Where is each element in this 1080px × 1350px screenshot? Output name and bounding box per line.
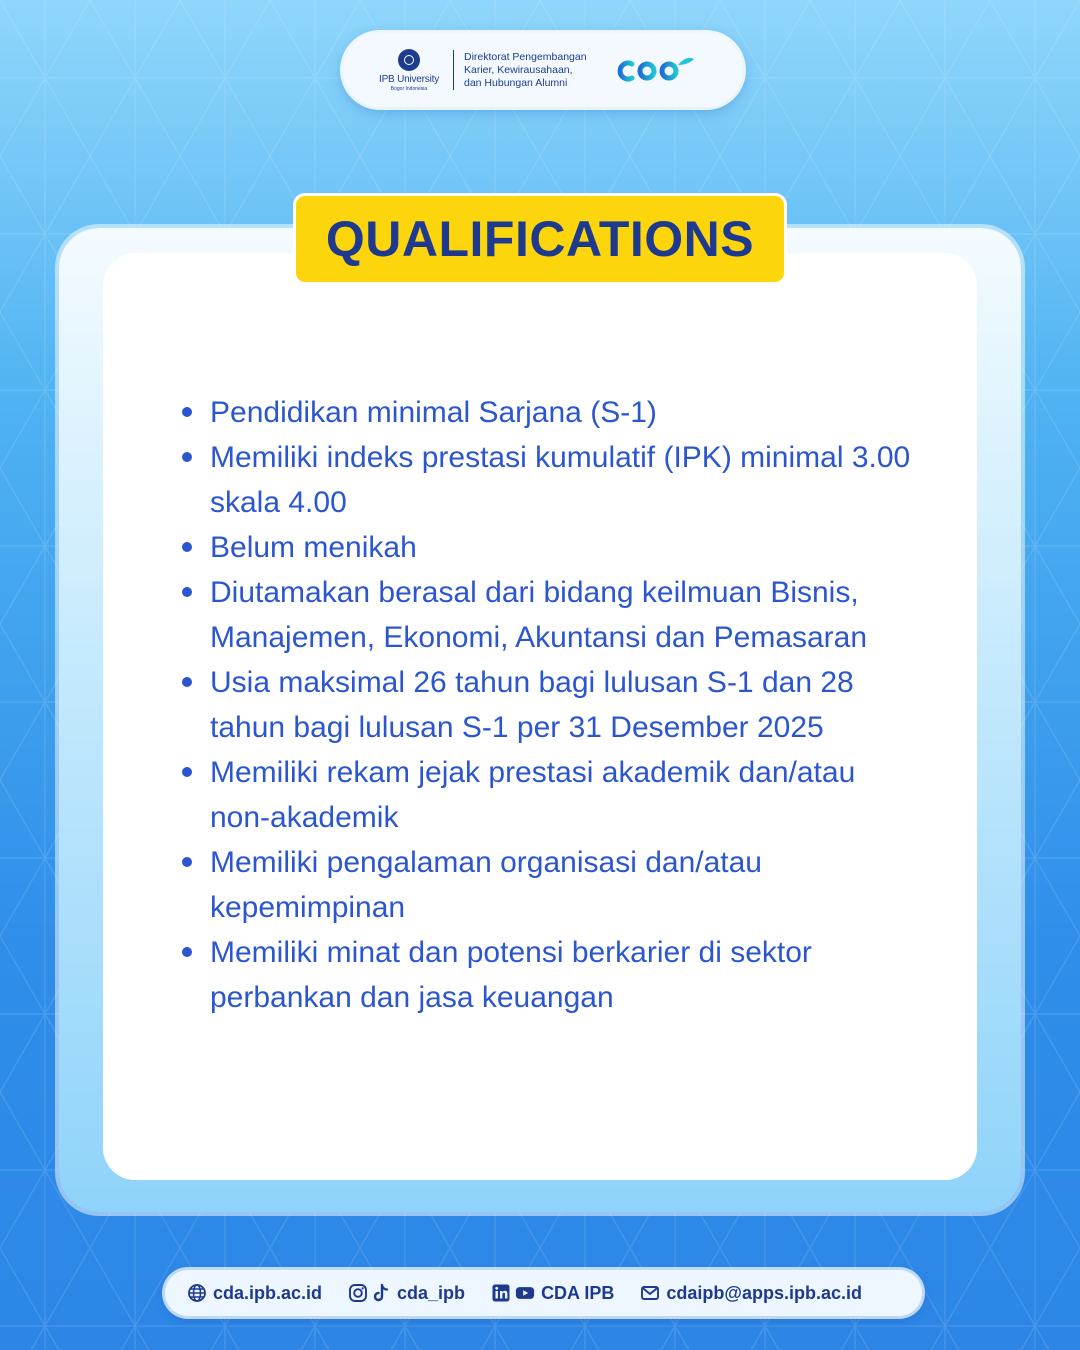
tiktok-icon [371, 1283, 391, 1303]
footer-social[interactable] [348, 1283, 465, 1304]
youtube-icon [515, 1283, 535, 1303]
bullet-icon [182, 857, 192, 867]
footer-contact-bar [165, 1270, 922, 1316]
social-handle[interactable]: cda_ipb [397, 1282, 466, 1303]
footer-website[interactable] [187, 1283, 322, 1304]
bullet-icon [182, 452, 192, 462]
bullet-icon [182, 947, 192, 957]
directorate-name [464, 51, 604, 90]
bullet-icon [182, 767, 192, 777]
cda-logo [614, 52, 704, 88]
footer-email[interactable] [640, 1283, 862, 1304]
email-link[interactable]: cdaipb@apps.ipb.ac.id [666, 1282, 862, 1303]
list-item [178, 930, 918, 1020]
list-item [178, 435, 918, 525]
list-item-text: Pendidikan minimal Sarjana (S-1) [210, 396, 657, 429]
list-item-text: Memiliki pengalaman organisasi dan/atau kepemimpinan [210, 846, 762, 924]
header-logo-bar [343, 33, 743, 107]
list-item [178, 660, 918, 750]
bullet-icon [182, 587, 192, 597]
bullet-icon [182, 542, 192, 552]
globe-icon [187, 1283, 207, 1303]
ipb-name: IPB University [379, 73, 439, 85]
footer-channels[interactable] [491, 1283, 614, 1304]
list-item-text: Belum menikah [210, 531, 417, 564]
directorate-line: Direktorat Pengembangan [464, 50, 587, 63]
list-item [178, 525, 918, 570]
linkedin-icon [491, 1283, 511, 1303]
mail-icon [640, 1283, 660, 1303]
list-item-text: Memiliki rekam jejak prestasi akademik dan/atau non-akademik [210, 756, 856, 834]
list-item [178, 840, 918, 930]
list-item-text: Diutamakan berasal dari bidang keilmuan Bisnis, Manajemen, Ekonomi, Akuntansi dan Pemasaran [210, 576, 868, 654]
list-item-text: Usia maksimal 26 tahun bagi lulusan S-1 dan 28 tahun bagi lulusan S-1 per 31 Desember 2025 [210, 666, 854, 744]
list-item-text: Memiliki minat dan potensi berkarier di sektor perbankan dan jasa keuangan [210, 936, 812, 1014]
directorate-line: dan Hubungan Alumni [464, 76, 568, 89]
page-title: QUALIFICATIONS [325, 211, 755, 267]
ipb-seal-icon [398, 49, 420, 71]
title-badge [293, 193, 787, 285]
directorate-line: Karier, Kewirausahaan, [464, 63, 573, 76]
bullet-icon [182, 677, 192, 687]
qualifications-list [178, 390, 918, 1020]
ipb-university-logo [377, 49, 441, 92]
bullet-icon [182, 407, 192, 417]
list-item [178, 570, 918, 660]
list-item-text: Memiliki indeks prestasi kumulatif (IPK) minimal 3.00 skala 4.00 [210, 441, 911, 519]
logo-divider [453, 50, 454, 90]
ipb-tagline: Bogor Indonesia [390, 85, 428, 92]
website-link[interactable]: cda.ipb.ac.id [213, 1282, 323, 1303]
channel-name[interactable]: CDA IPB [541, 1282, 615, 1303]
list-item [178, 750, 918, 840]
list-item [178, 390, 918, 435]
instagram-icon [348, 1283, 368, 1303]
